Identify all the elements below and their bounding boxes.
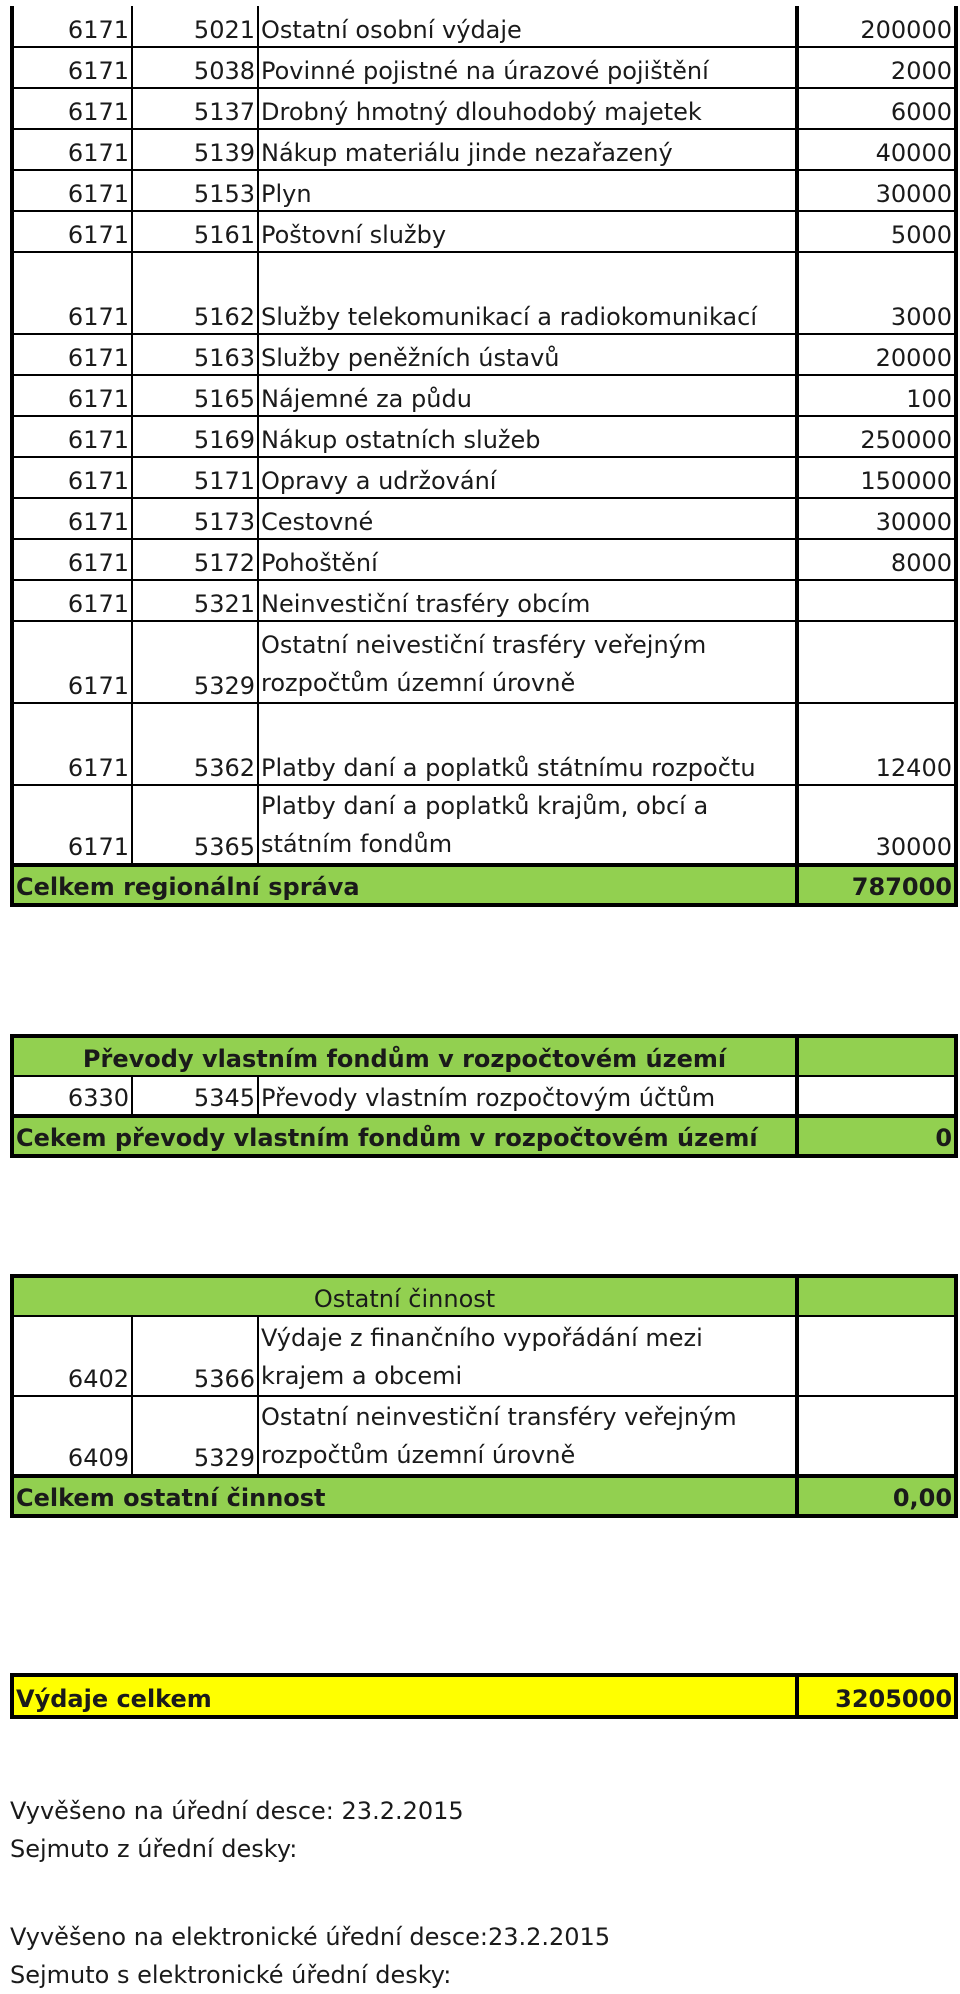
item-cell: 5321 — [132, 580, 258, 621]
table-row — [12, 252, 956, 334]
description-cell: Pohoštění — [258, 539, 797, 580]
paragraph-cell: 6171 — [12, 6, 132, 47]
item-cell: 5169 — [132, 416, 258, 457]
paragraph-cell: 6171 — [12, 539, 132, 580]
description-cell: Plyn — [258, 170, 797, 211]
table-row — [12, 6, 956, 47]
paragraph-cell: 6171 — [12, 129, 132, 170]
section-heading-row — [12, 1276, 956, 1316]
item-cell: 5021 — [132, 6, 258, 47]
section-heading: Ostatní činnost — [12, 1276, 797, 1316]
table-row — [12, 1396, 956, 1476]
other-total-row — [12, 1476, 956, 1516]
description-cell: Nákup ostatních služeb — [258, 416, 797, 457]
heading-amount-cell — [797, 1276, 956, 1316]
item-cell: 5172 — [132, 539, 258, 580]
table-row — [12, 129, 956, 170]
removed-electronic-note: Sejmuto s elektronické úřední desky: — [10, 1961, 452, 1989]
section-heading-row — [12, 1036, 956, 1076]
table-row — [12, 498, 956, 539]
amount-cell: 6000 — [797, 88, 956, 129]
description-cell: Služby peněžních ústavů — [258, 334, 797, 375]
regional-table — [10, 6, 958, 907]
table-row — [12, 457, 956, 498]
item-cell: 5345 — [132, 1076, 258, 1116]
amount-cell: 12400 — [797, 703, 956, 785]
amount-cell: 3000 — [797, 252, 956, 334]
table-row — [12, 785, 956, 865]
item-cell: 5362 — [132, 703, 258, 785]
total-label: Celkem regionální správa — [12, 865, 797, 905]
description-cell: Poštovní služby — [258, 211, 797, 252]
amount-cell: 30000 — [797, 498, 956, 539]
item-cell: 5139 — [132, 129, 258, 170]
table-row — [12, 1316, 956, 1396]
paragraph-cell: 6402 — [12, 1316, 132, 1396]
item-cell: 5162 — [132, 252, 258, 334]
total-label: Celkem ostatní činnost — [12, 1476, 797, 1516]
table-row — [12, 334, 956, 375]
section-heading: Převody vlastním fondům v rozpočtovém území — [12, 1036, 797, 1076]
other-table — [10, 1274, 958, 1518]
amount-cell: 8000 — [797, 539, 956, 580]
amount-cell — [797, 1396, 956, 1476]
amount-cell: 200000 — [797, 6, 956, 47]
grand-total-value: 3205000 — [797, 1675, 956, 1717]
table-row — [12, 88, 956, 129]
paragraph-cell: 6171 — [12, 457, 132, 498]
description-cell: Neinvestiční trasféry obcím — [258, 580, 797, 621]
item-cell: 5163 — [132, 334, 258, 375]
description-cell: Nákup materiálu jinde nezařazený — [258, 129, 797, 170]
total-value: 0 — [797, 1116, 956, 1156]
paragraph-cell: 6171 — [12, 621, 132, 703]
paragraph-cell: 6171 — [12, 416, 132, 457]
amount-cell: 150000 — [797, 457, 956, 498]
transfers-section — [10, 1034, 954, 1158]
amount-cell: 30000 — [797, 170, 956, 211]
total-label: Cekem převody vlastním fondům v rozpočtovém území — [12, 1116, 797, 1156]
posted-electronic-note: Vyvěšeno na elektronické úřední desce:23.2.2015 — [10, 1923, 611, 1951]
paragraph-cell: 6171 — [12, 88, 132, 129]
amount-cell — [797, 580, 956, 621]
grand-total-label: Výdaje celkem — [12, 1675, 797, 1717]
item-cell: 5153 — [132, 170, 258, 211]
total-value: 0,00 — [797, 1476, 956, 1516]
amount-cell: 5000 — [797, 211, 956, 252]
item-cell: 5161 — [132, 211, 258, 252]
table-row — [12, 703, 956, 785]
paragraph-cell: 6330 — [12, 1076, 132, 1116]
item-cell: 5165 — [132, 375, 258, 416]
table-row — [12, 621, 956, 703]
paragraph-cell: 6171 — [12, 703, 132, 785]
other-section — [10, 1274, 954, 1518]
table-row — [12, 47, 956, 88]
item-cell: 5366 — [132, 1316, 258, 1396]
item-cell: 5038 — [132, 47, 258, 88]
amount-cell — [797, 1316, 956, 1396]
regional-total-row — [12, 865, 956, 905]
description-cell: Ostatní neinvestiční transféry veřejným rozpočtům územní úrovně — [258, 1396, 797, 1476]
amount-cell: 250000 — [797, 416, 956, 457]
table-row — [12, 1076, 956, 1116]
amount-cell: 40000 — [797, 129, 956, 170]
posting-notes — [10, 1792, 954, 1994]
table-row — [12, 170, 956, 211]
grand-total-section — [10, 1673, 954, 1719]
paragraph-cell: 6171 — [12, 211, 132, 252]
paragraph-cell: 6171 — [12, 334, 132, 375]
amount-cell: 100 — [797, 375, 956, 416]
paragraph-cell: 6171 — [12, 580, 132, 621]
table-row — [12, 375, 956, 416]
notes-spacer — [10, 1868, 954, 1918]
table-row — [12, 416, 956, 457]
amount-cell — [797, 1076, 956, 1116]
description-cell: Povinné pojistné na úrazové pojištění — [258, 47, 797, 88]
removed-note: Sejmuto z úřední desky: — [10, 1835, 298, 1863]
heading-amount-cell — [797, 1036, 956, 1076]
paragraph-cell: 6171 — [12, 47, 132, 88]
grand-total-table — [10, 1673, 958, 1719]
item-cell: 5137 — [132, 88, 258, 129]
paragraph-cell: 6171 — [12, 252, 132, 334]
item-cell: 5171 — [132, 457, 258, 498]
posted-note: Vyvěšeno na úřední desce: 23.2.2015 — [10, 1797, 464, 1825]
description-cell: Ostatní neivestiční trasféry veřejným rozpočtům územní úrovně — [258, 621, 797, 703]
item-cell: 5329 — [132, 1396, 258, 1476]
transfers-table — [10, 1034, 958, 1158]
grand-total-row — [12, 1675, 956, 1717]
table-row — [12, 211, 956, 252]
paragraph-cell: 6171 — [12, 785, 132, 865]
description-cell: Opravy a udržování — [258, 457, 797, 498]
transfers-total-row — [12, 1116, 956, 1156]
item-cell: 5365 — [132, 785, 258, 865]
description-cell: Cestovné — [258, 498, 797, 539]
amount-cell: 20000 — [797, 334, 956, 375]
paragraph-cell: 6171 — [12, 498, 132, 539]
table-row — [12, 539, 956, 580]
total-value: 787000 — [797, 865, 956, 905]
description-cell: Drobný hmotný dlouhodobý majetek — [258, 88, 797, 129]
description-cell: Výdaje z finančního vypořádání mezi krajem a obcemi — [258, 1316, 797, 1396]
item-cell: 5329 — [132, 621, 258, 703]
description-cell: Převody vlastním rozpočtovým účtům — [258, 1076, 797, 1116]
paragraph-cell: 6171 — [12, 170, 132, 211]
description-cell: Ostatní osobní výdaje — [258, 6, 797, 47]
description-cell: Služby telekomunikací a radiokomunikací — [258, 252, 797, 334]
paragraph-cell: 6171 — [12, 375, 132, 416]
description-cell: Platby daní a poplatků krajům, obcí a státním fondům — [258, 785, 797, 865]
amount-cell: 30000 — [797, 785, 956, 865]
item-cell: 5173 — [132, 498, 258, 539]
description-cell: Nájemné za půdu — [258, 375, 797, 416]
regional-section — [10, 6, 954, 907]
amount-cell — [797, 621, 956, 703]
table-row — [12, 580, 956, 621]
paragraph-cell: 6409 — [12, 1396, 132, 1476]
description-cell: Platby daní a poplatků státnímu rozpočtu — [258, 703, 797, 785]
amount-cell: 2000 — [797, 47, 956, 88]
